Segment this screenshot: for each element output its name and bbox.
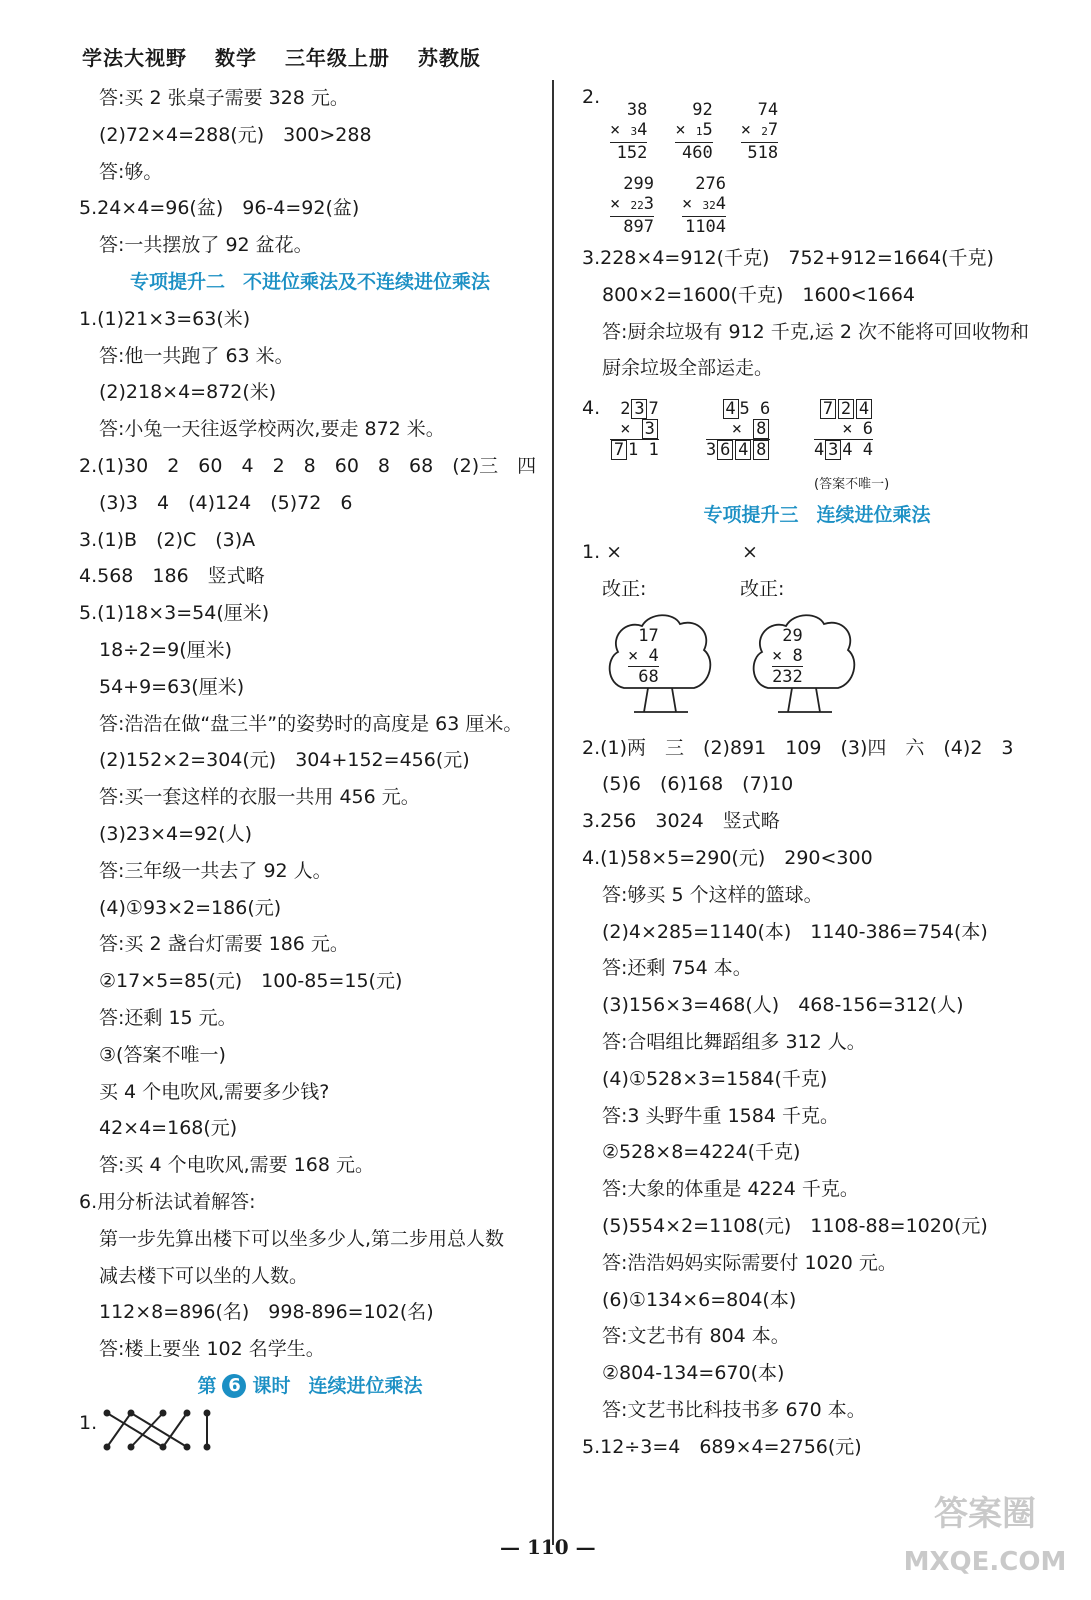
answer-line: 答:还剩 15 元。: [99, 1006, 237, 1029]
answer-line: (2)152×2=304(元) 304+152=456(元): [99, 749, 470, 772]
answer-line: 2.(1)两 三 (2)891 109 (3)四 六 (4)2 3: [582, 736, 1014, 759]
answer-line: 4.(1)58×5=290(元) 290<300: [582, 846, 873, 869]
lesson-title: 连续进位乘法: [308, 1374, 423, 1397]
box-calc: 2 3 7 × 3 7 1 1: [610, 399, 659, 460]
vertical-calc: 74 × 27 518: [740, 100, 779, 163]
question-label: 1.: [79, 1411, 98, 1434]
matching-question: [79, 1405, 541, 1455]
tree-icon: [604, 608, 716, 718]
fix-label: 改正:: [740, 577, 785, 600]
answer-line: ②17×5=85(元) 100-85=15(元): [99, 970, 403, 993]
section-title: 专项提升二: [129, 270, 225, 293]
answer-line: 答:够买 5 个这样的篮球。: [602, 883, 823, 906]
question-4-fill-boxes: [582, 387, 1052, 497]
answer-line: 答:买 2 盏台灯需要 186 元。: [99, 933, 349, 956]
answer-line: 答:还剩 754 本。: [602, 957, 752, 980]
vertical-calc: 92 × 15 460: [675, 100, 713, 163]
section-subtitle: 连续进位乘法: [816, 504, 931, 527]
answer-line: 3.228×4=912(千克) 752+912=1664(千克): [582, 247, 994, 269]
section-subtitle: 不进位乘法及不连续进位乘法: [243, 270, 491, 293]
answer-line: 第一步先算出楼下可以坐多少人,第二步用总人数: [99, 1227, 505, 1250]
tree-calc: [748, 608, 860, 718]
mark-line: [582, 534, 1052, 571]
right-column: [582, 80, 1052, 1466]
answer-line: 3.256 3024 竖式略: [582, 810, 780, 833]
lesson-suffix: 课时: [252, 1374, 291, 1397]
book-series: 学法大视野: [82, 46, 187, 70]
tree-corrections: [582, 608, 1052, 730]
answer-line: (2)4×285=1140(本) 1140-386=754(本): [602, 920, 988, 943]
answer-line: 54+9=63(厘米): [99, 675, 245, 698]
answer-line: (2)218×4=872(米): [99, 381, 277, 404]
answer-line: 答:买一套这样的衣服一共用 456 元。: [99, 786, 420, 809]
wrong-mark: ×: [742, 540, 758, 563]
answer-line: 答:3 头野牛重 1584 千克。: [602, 1104, 839, 1127]
page-number: — 110 —: [500, 1535, 596, 1559]
answer-line: 答:厨余垃圾有 912 千克,运 2 次不能将可回收物和: [602, 320, 1029, 343]
answer-line: ③(答案不唯一): [99, 1043, 226, 1066]
answer-line: 答:大象的体重是 4224 千克。: [602, 1178, 859, 1201]
answer-line: 答:三年级一共去了 92 人。: [99, 859, 332, 882]
question-label: 2.: [582, 86, 601, 108]
question-2-calcs: [582, 80, 1052, 240]
book-grade: 三年级上册: [284, 46, 390, 70]
left-column: [79, 80, 541, 1455]
answer-line: 800×2=1600(千克) 1600<1664: [602, 283, 915, 306]
watermark-logo: 答案圈 MXQE.COM: [903, 1494, 1067, 1577]
answer-line: (3)23×4=92(人): [99, 822, 253, 845]
answer-line: 1.(1)21×3=63(米): [79, 307, 251, 330]
answer-line: 18÷2=9(厘米): [99, 638, 233, 661]
vertical-calc: 29 × 8 232: [772, 625, 803, 687]
calc-row: [610, 100, 806, 163]
answer-line: 5.(1)18×3=54(厘米): [79, 602, 270, 625]
answer-line: (6)①134×6=804(本): [602, 1288, 797, 1311]
answer-line: 3.(1)B (2)C (3)A: [79, 528, 256, 551]
answer-line: ②804-134=670(本): [602, 1362, 785, 1385]
answer-line: 112×8=896(名) 998-896=102(名): [99, 1301, 434, 1324]
answer-line: (5)6 (6)168 (7)10: [602, 773, 794, 796]
answer-line: 答:一共摆放了 92 盆花。: [99, 234, 313, 257]
answer-line: 5.24×4=96(盆) 96-4=92(盆): [79, 197, 360, 220]
answer-line: (3)156×3=468(人) 468-156=312(人): [602, 994, 964, 1017]
wrong-mark: 1. ×: [582, 540, 623, 563]
answer-line: 答:楼上要坐 102 名学生。: [99, 1338, 325, 1361]
tree-icon: [748, 608, 860, 718]
answer-line: 答:文艺书比科技书多 670 本。: [602, 1398, 866, 1421]
answer-line: (4)①93×2=186(元): [99, 896, 282, 919]
book-edition: 苏教版: [417, 46, 481, 70]
answer-line: 厨余垃圾全部运走。: [602, 357, 774, 380]
lesson-prefix: 第: [197, 1374, 217, 1397]
answer-line: 答:合唱组比舞蹈组多 312 人。: [602, 1030, 866, 1053]
matching-lines-diagram: [103, 1407, 243, 1453]
answer-line: 减去楼下可以坐的人数。: [99, 1264, 309, 1287]
answer-line: 42×4=168(元): [99, 1117, 238, 1140]
fix-line: [582, 571, 1052, 608]
page-header: [82, 42, 501, 71]
column-divider: [552, 80, 554, 1545]
answer-line: 2.(1)30 2 60 4 2 8 60 8 68 (2)三 四: [79, 454, 537, 477]
lesson-number-badge: 6: [222, 1374, 246, 1398]
answer-line: 答:他一共跑了 63 米。: [99, 344, 294, 367]
answer-line: 答:买 2 张桌子需要 328 元。: [99, 87, 349, 109]
answer-line: (5)554×2=1108(元) 1108-88=1020(元): [602, 1214, 988, 1237]
section-heading: [582, 497, 1052, 534]
answer-line: (3)3 4 (4)124 (5)72 6: [99, 491, 353, 514]
answer-line: (2)72×4=288(元) 300>288: [99, 123, 372, 146]
book-subject: 数学: [214, 46, 257, 70]
answer-line: 6.用分析法试着解答:: [79, 1190, 256, 1213]
answer-note: (答案不唯一): [814, 477, 890, 493]
vertical-calc: 38 × 34 152: [610, 100, 648, 163]
fix-label: 改正:: [602, 577, 647, 600]
answer-line: 答:浩浩妈妈实际需要付 1020 元。: [602, 1251, 897, 1274]
section-heading: [79, 264, 541, 301]
answer-line: ②528×8=4224(千克): [602, 1141, 801, 1164]
calc-row: [610, 174, 754, 237]
question-label: 4.: [582, 397, 601, 420]
box-calc: 4 5 6 × 8 3 6 4 8: [706, 399, 771, 461]
lesson-heading: [79, 1368, 541, 1405]
answer-line: 答:够。: [99, 160, 163, 183]
vertical-calc: 276 × 324 1104: [681, 174, 726, 237]
answer-line: 4.568 186 竖式略: [79, 565, 265, 588]
section-title: 专项提升三: [703, 504, 799, 527]
answer-line: 答:浩浩在做“盘三半”的姿势时的高度是 63 厘米。: [99, 712, 523, 735]
answer-line: 买 4 个电吹风,需要多少钱?: [99, 1080, 330, 1103]
answer-line: 答:文艺书有 804 本。: [602, 1325, 790, 1348]
answer-line: 答:买 4 个电吹风,需要 168 元。: [99, 1154, 374, 1177]
answer-line: 答:小兔一天往返学校两次,要走 872 米。: [99, 418, 445, 441]
answer-line: 5.12÷3=4 689×4=2756(元): [582, 1435, 862, 1458]
vertical-calc: 17 × 4 68: [628, 625, 659, 687]
vertical-calc: 299 × 223 897: [610, 174, 654, 237]
box-calc: 7 2 4 × 6 4 3 4 4: [814, 399, 873, 461]
tree-calc: [604, 608, 716, 718]
answer-line: (4)①528×3=1584(千克): [602, 1067, 828, 1090]
